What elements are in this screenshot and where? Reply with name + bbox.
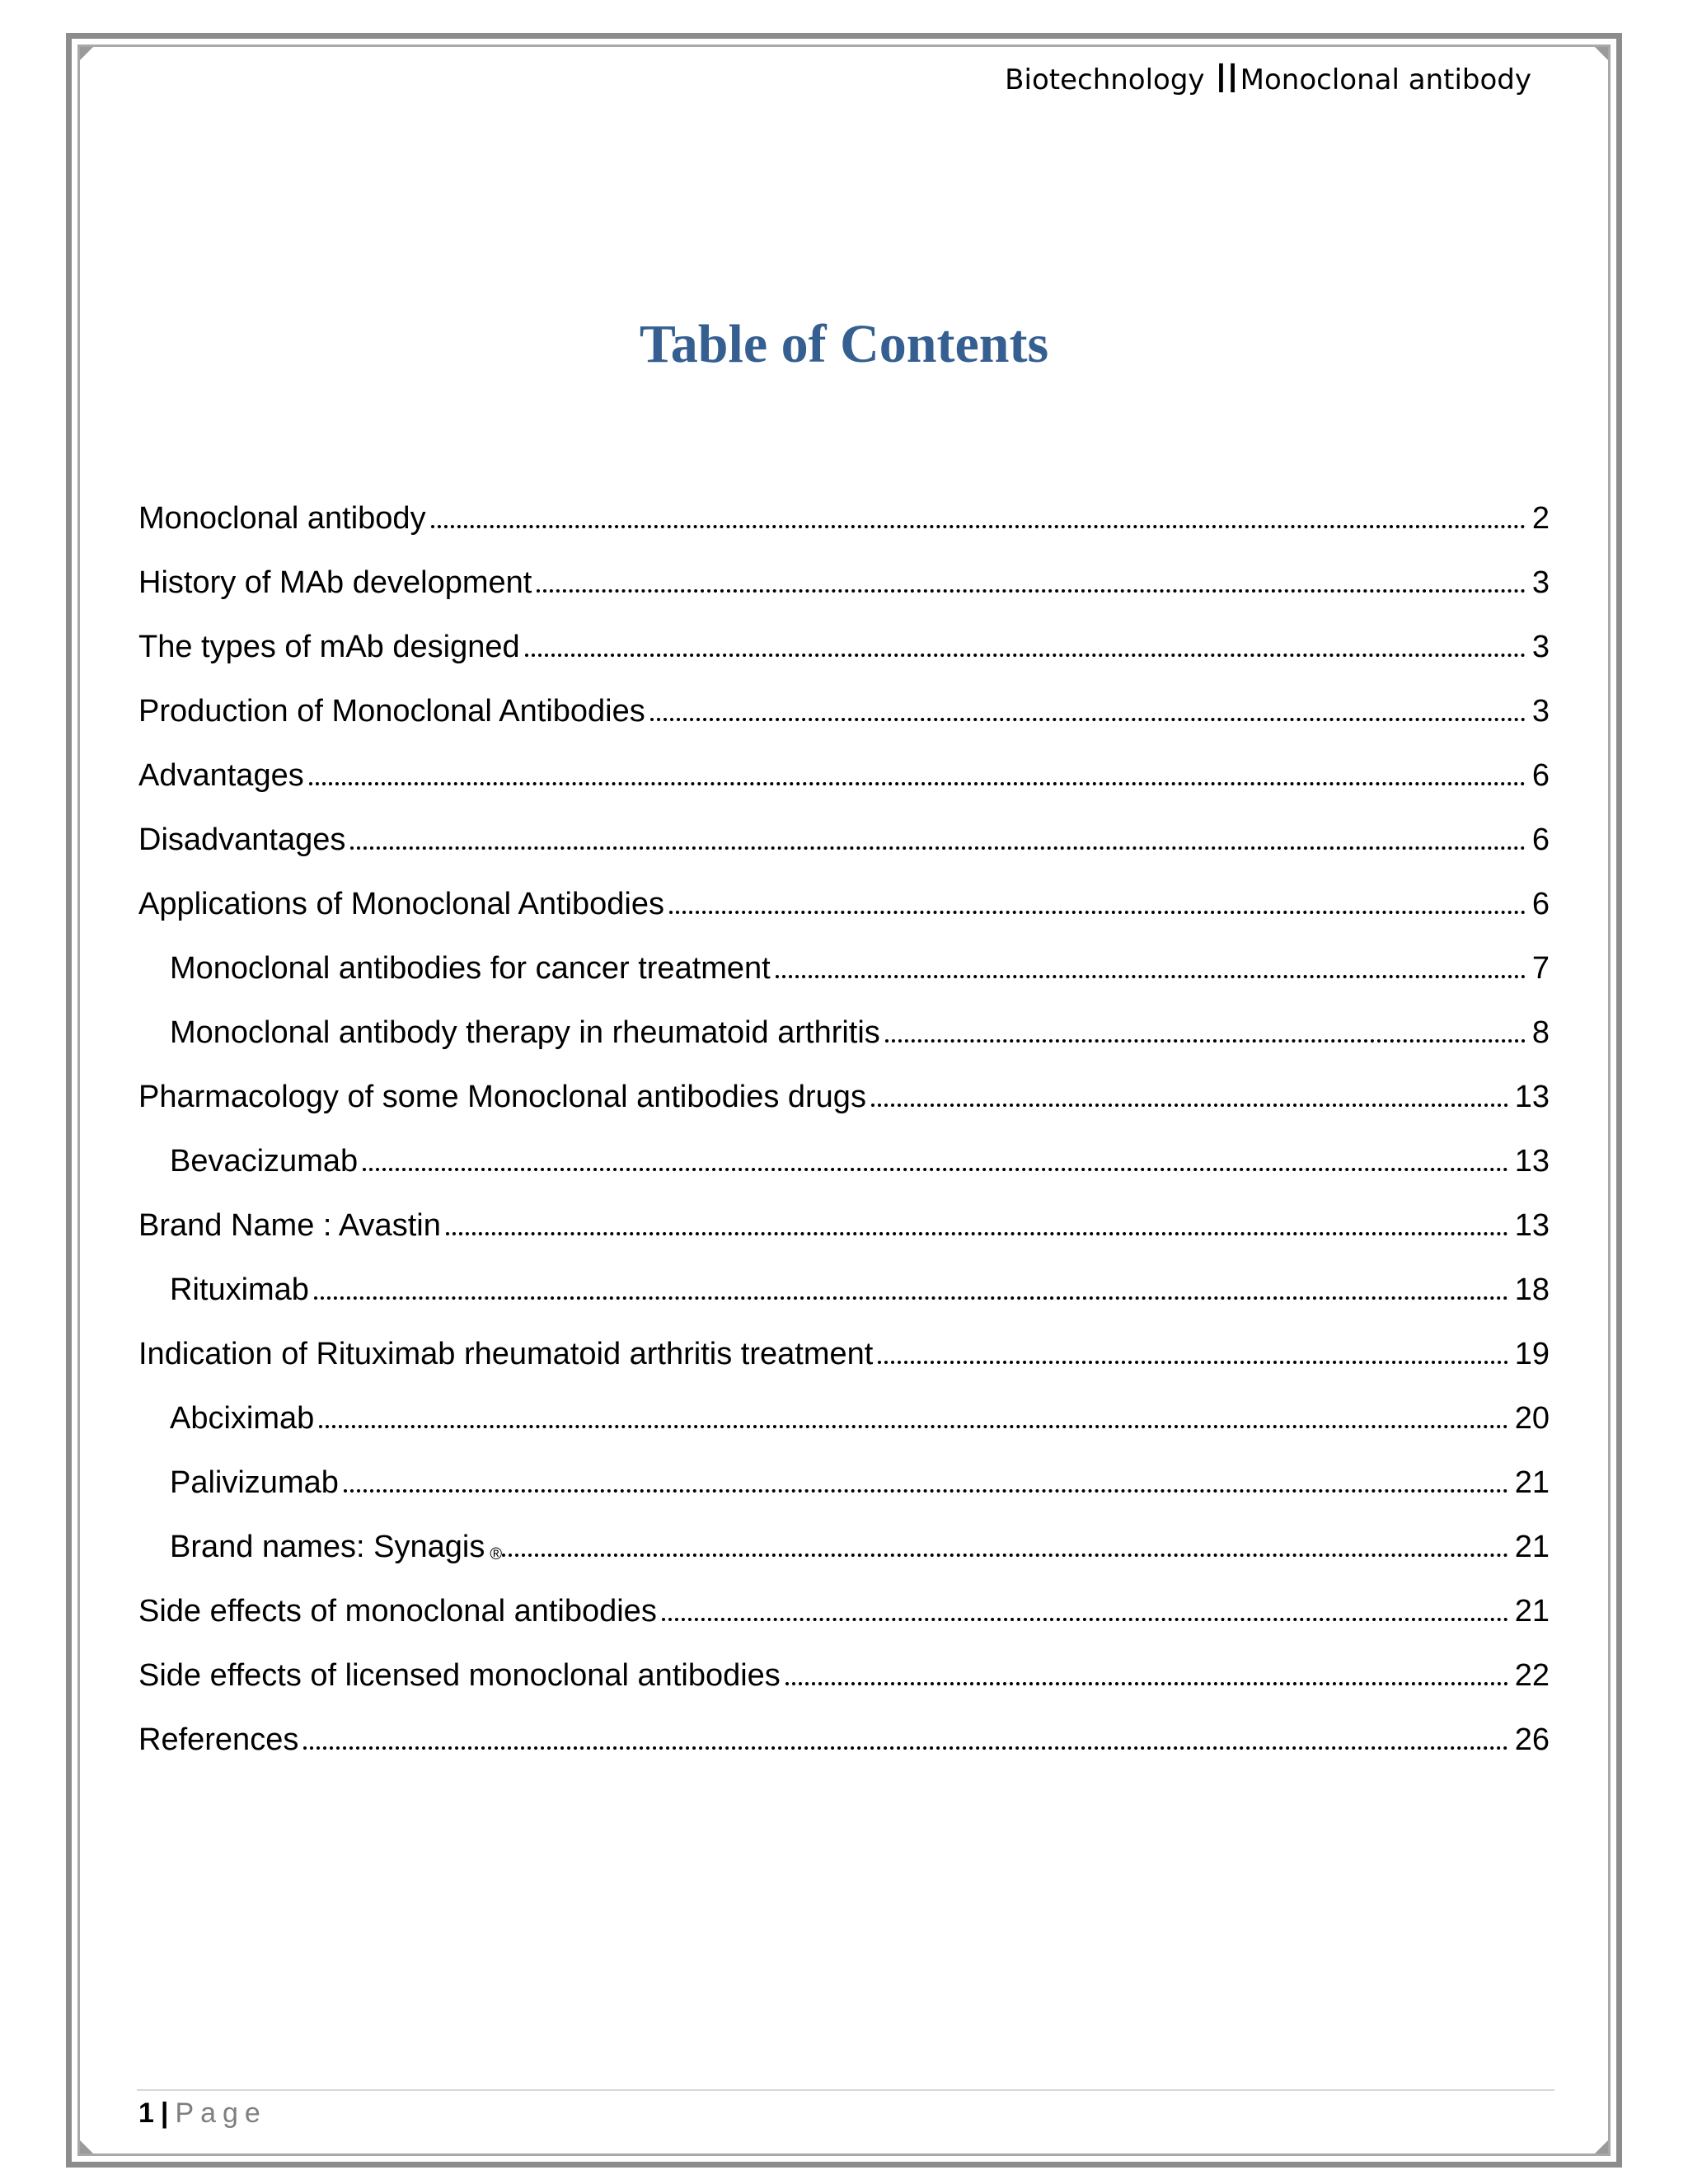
border-corner-ornament	[1595, 47, 1608, 60]
toc-entry-page: 3	[1531, 565, 1550, 600]
toc-dot-leader	[303, 1746, 1507, 1750]
toc-entry[interactable]	[138, 1305, 1550, 1370]
toc-entry[interactable]	[138, 1627, 1550, 1691]
toc-entry-label: Monoclonal antibodies for cancer treatment	[170, 951, 771, 986]
toc-entry[interactable]	[138, 855, 1550, 920]
toc-entry[interactable]	[138, 1434, 1550, 1498]
toc-dot-leader	[446, 1232, 1508, 1235]
toc-dot-leader	[650, 718, 1526, 721]
toc-entry-label: Disadvantages	[138, 823, 346, 857]
header-left-text: Biotechnology	[1005, 63, 1205, 96]
toc-entry[interactable]	[138, 791, 1550, 855]
toc-entry[interactable]	[138, 1113, 1550, 1177]
border-corner-ornament	[80, 47, 93, 60]
toc-entry-label: Rituximab	[170, 1272, 309, 1307]
toc-entry[interactable]	[138, 1691, 1550, 1755]
toc-dot-leader	[871, 1104, 1508, 1107]
toc-dot-leader	[350, 846, 1525, 850]
toc-entry-label: Advantages	[138, 758, 304, 793]
toc-dot-leader	[878, 1361, 1507, 1364]
toc-entry[interactable]	[138, 598, 1550, 663]
toc-entry-label: The types of mAb designed	[138, 630, 520, 664]
toc-dot-leader	[662, 1618, 1508, 1621]
toc-dot-leader	[363, 1168, 1508, 1171]
toc-entry[interactable]	[138, 1177, 1550, 1241]
footer-page-word: Page	[175, 2097, 267, 2129]
footer-divider	[137, 2089, 1554, 2091]
toc-entry[interactable]	[138, 727, 1550, 791]
toc-entry[interactable]	[138, 534, 1550, 598]
toc-entry-page: 18	[1514, 1272, 1550, 1307]
toc-entry-page: 13	[1514, 1208, 1550, 1243]
toc-entry-label: Side effects of monoclonal antibodies	[138, 1594, 657, 1629]
running-header	[1005, 56, 1531, 102]
page-footer	[138, 2097, 267, 2130]
toc-dot-leader	[309, 782, 1526, 785]
toc-dot-leader	[885, 1039, 1526, 1043]
toc-entry[interactable]	[138, 1241, 1550, 1305]
toc-entry-label: Bevacizumab	[170, 1144, 359, 1179]
toc-dot-leader	[776, 975, 1526, 978]
toc-entry-page: 21	[1514, 1594, 1550, 1629]
border-corner-ornament	[1595, 2140, 1608, 2154]
toc-entry[interactable]	[138, 920, 1550, 984]
toc-dot-leader	[314, 1296, 1508, 1300]
toc-entry-label: Production of Monoclonal Antibodies	[138, 694, 645, 729]
toc-entry-page: 3	[1531, 694, 1550, 729]
toc-dot-leader	[785, 1682, 1508, 1685]
table-of-contents	[138, 470, 1550, 1755]
toc-entry-page: 13	[1514, 1144, 1550, 1179]
header-separator: II	[1215, 56, 1239, 102]
toc-entry[interactable]	[138, 470, 1550, 534]
toc-entry[interactable]	[138, 1048, 1550, 1113]
toc-entry-label: Palivizumab	[170, 1465, 339, 1500]
toc-dot-leader	[669, 911, 1526, 914]
header-right-text: Monoclonal antibody	[1240, 63, 1531, 96]
toc-entry-page: 6	[1531, 887, 1550, 921]
toc-entry[interactable]	[138, 1563, 1550, 1627]
toc-entry-page: 6	[1531, 823, 1550, 857]
toc-entry-page: 2	[1531, 501, 1550, 536]
footer-separator: |	[160, 2097, 169, 2129]
toc-dot-leader	[431, 525, 1526, 528]
toc-dot-leader	[525, 654, 1526, 657]
toc-entry-label: Pharmacology of some Monoclonal antibodies drugs	[138, 1080, 866, 1114]
toc-entry[interactable]	[138, 1370, 1550, 1434]
registered-mark: ®	[490, 1545, 503, 1563]
toc-entry-page: 6	[1531, 758, 1550, 793]
toc-entry-label: Monoclonal antibody	[138, 501, 426, 536]
toc-entry-label: Brand names: Synagis	[170, 1530, 485, 1564]
toc-entry[interactable]	[138, 1498, 1550, 1563]
toc-entry-label: Applications of Monoclonal Antibodies	[138, 887, 664, 921]
toc-dot-leader	[344, 1489, 1508, 1493]
toc-dot-leader	[537, 589, 1526, 593]
toc-entry-page: 7	[1531, 951, 1550, 986]
border-corner-ornament	[80, 2140, 93, 2154]
toc-entry-label: Indication of Rituximab rheumatoid arthritis treatment	[138, 1337, 874, 1371]
toc-entry-page: 26	[1514, 1722, 1550, 1757]
toc-entry-page: 21	[1514, 1530, 1550, 1564]
toc-entry[interactable]	[138, 984, 1550, 1048]
toc-entry-page: 21	[1514, 1465, 1550, 1500]
toc-title: Table of Contents	[639, 314, 1049, 374]
toc-entry-page: 3	[1531, 630, 1550, 664]
toc-dot-leader	[319, 1425, 1507, 1428]
footer-page-number: 1	[138, 2097, 154, 2129]
toc-entry-page: 13	[1514, 1080, 1550, 1114]
toc-entry[interactable]	[138, 663, 1550, 727]
toc-entry-page: 19	[1514, 1337, 1550, 1371]
toc-entry-label: References	[138, 1722, 299, 1757]
toc-entry-page: 20	[1514, 1401, 1550, 1436]
toc-entry-label: Abciximab	[170, 1401, 315, 1436]
toc-entry-label: Brand Name : Avastin	[138, 1208, 441, 1243]
toc-entry-page: 8	[1531, 1015, 1550, 1050]
toc-entry-page: 22	[1514, 1658, 1550, 1693]
toc-entry-label: Side effects of licensed monoclonal antibodies	[138, 1658, 781, 1693]
toc-entry-label: Monoclonal antibody therapy in rheumatoid arthritis	[170, 1015, 880, 1050]
toc-entry-label: History of MAb development	[138, 565, 532, 600]
toc-dot-leader	[502, 1554, 1508, 1557]
